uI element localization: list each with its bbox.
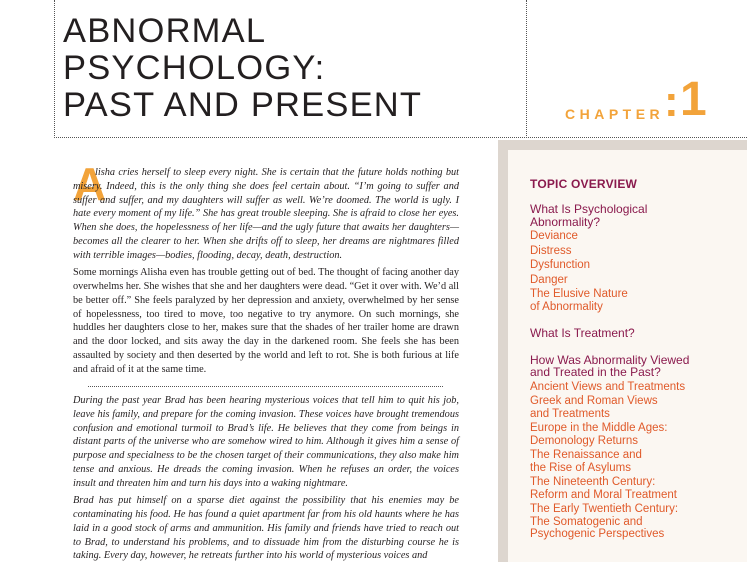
case-brad-paragraph-2: Brad has put himself on a sparse diet against the possibility that his enemies may be contaminating his food. He has found a quiet apartment far from his old haunts where he has laid in a good stock of arms and ammunition. His family and friends have tried to reach out to Brad, to understand his problems, and to dissuade him from the disturbing course he is taking. Every day, however, he retreats further into his world of mysterious voices and [73,495,459,562]
subsection-distress[interactable]: Distress [530,244,572,257]
subsection-nineteenth-century[interactable]: The Nineteenth Century: Reform and Moral Treatment [530,476,678,501]
subsection-deviance[interactable]: Deviance [530,230,578,242]
subsection-greek-roman[interactable]: Greek and Roman Views and Treatments [530,395,658,420]
drop-cap: A [73,158,107,210]
section-treatment[interactable]: What Is Treatment? [530,326,635,340]
title-line-3: PAST AND PRESENT [63,86,423,124]
case-separator-rule [88,386,443,387]
case-alisha [73,166,459,380]
subsection-ancient-views[interactable]: Ancient Views and Treatments [530,380,686,393]
section-history[interactable]: How Was Abnormality Viewed and Treated in the Past? [530,352,690,379]
subsection-middle-ages[interactable]: Europe in the Middle Ages: Demonology Returns [530,422,668,447]
center-dotted-rule [526,0,527,138]
subsection-renaissance[interactable]: The Renaissance and the Rise of Asylums [530,449,642,474]
case-brad [73,394,459,562]
subsection-dysfunction[interactable]: Dysfunction [530,259,591,271]
subsection-danger[interactable]: Danger [530,273,568,286]
topic-overview-heading: TOPIC OVERVIEW [530,177,638,191]
subsection-early-twentieth-century[interactable]: The Early Twentieth Century: The Somatogenic and Psychogenic Perspectives [530,503,679,540]
case-brad-paragraph-1: During the past year Brad has been hearing mysterious voices that tell him to quit his job, leave his family, and prepare for the coming invasion. These voices have brought tremendous confusion and emotional turmoil to Brad’s life. He believes that they come from beings in distant parts of the universe who are somehow wired to him. Although it gives him a sense of purpose and specialness to be the chosen target of their communications, they also make him tense and anxious. He dreads the coming invasion. When he refuses an order, the voices insult and threaten him and turn his days into a waking nightmare. [73,395,459,489]
case-alisha-paragraph-1: lisha cries herself to sleep every night. She is certain that the future holds nothing but misery. Indeed, this is the only thing she does feel certain about. “I’m going to suffer and suffer and suffer, and my daughters will suffer as well. We’re doomed. The world is ugly. I hate every moment of my life.” She has great trouble sleeping. She is afraid to close her eyes. When she does, the hopelessness of her life—and the ugly future that awaits her daughters—becomes all the clearer to her. When she drifts off to sleep, her dreams are nightmares filled with terrible images—bodies, flooding, decay, death, destruction. [73,167,459,261]
chapter-title [63,13,422,124]
left-dotted-rule [54,0,55,138]
header-dotted-rule [54,137,747,138]
title-line-1: ABNORMAL [63,12,267,50]
chapter-colon: : [664,77,679,126]
title-line-2: PSYCHOLOGY: [63,49,326,87]
topic-overview-list [530,177,747,541]
subsection-elusive-nature[interactable]: The Elusive Nature of Abnormality [530,288,628,313]
chapter-number: 1 [680,73,707,126]
case-alisha-paragraph-2: Some mornings Alisha even has trouble getting out of bed. The thought of facing another day overwhelms her. She wishes that she and her daughters were dead. “Get it over with. We’d all be better off.” She feels paralyzed by her depression and anxiety, overwhelmed by her sense of hopelessness, too tired to move, too negative to try anymore. On such mornings, she huddles her daughters close to her, makes sure that the shades of her trailer home are drawn and the door locked, and sits away the day in the darkened room. She feels she has been assaulted by society and then deserted by the world and left to rot. She is both furious at life and afraid of it at the same time. [73,267,459,375]
chapter-label: CHAPTER [565,106,665,122]
topic-overview-panel [498,140,747,562]
section-psychological-abnormality[interactable]: What Is Psychological Abnormality? [530,202,648,229]
